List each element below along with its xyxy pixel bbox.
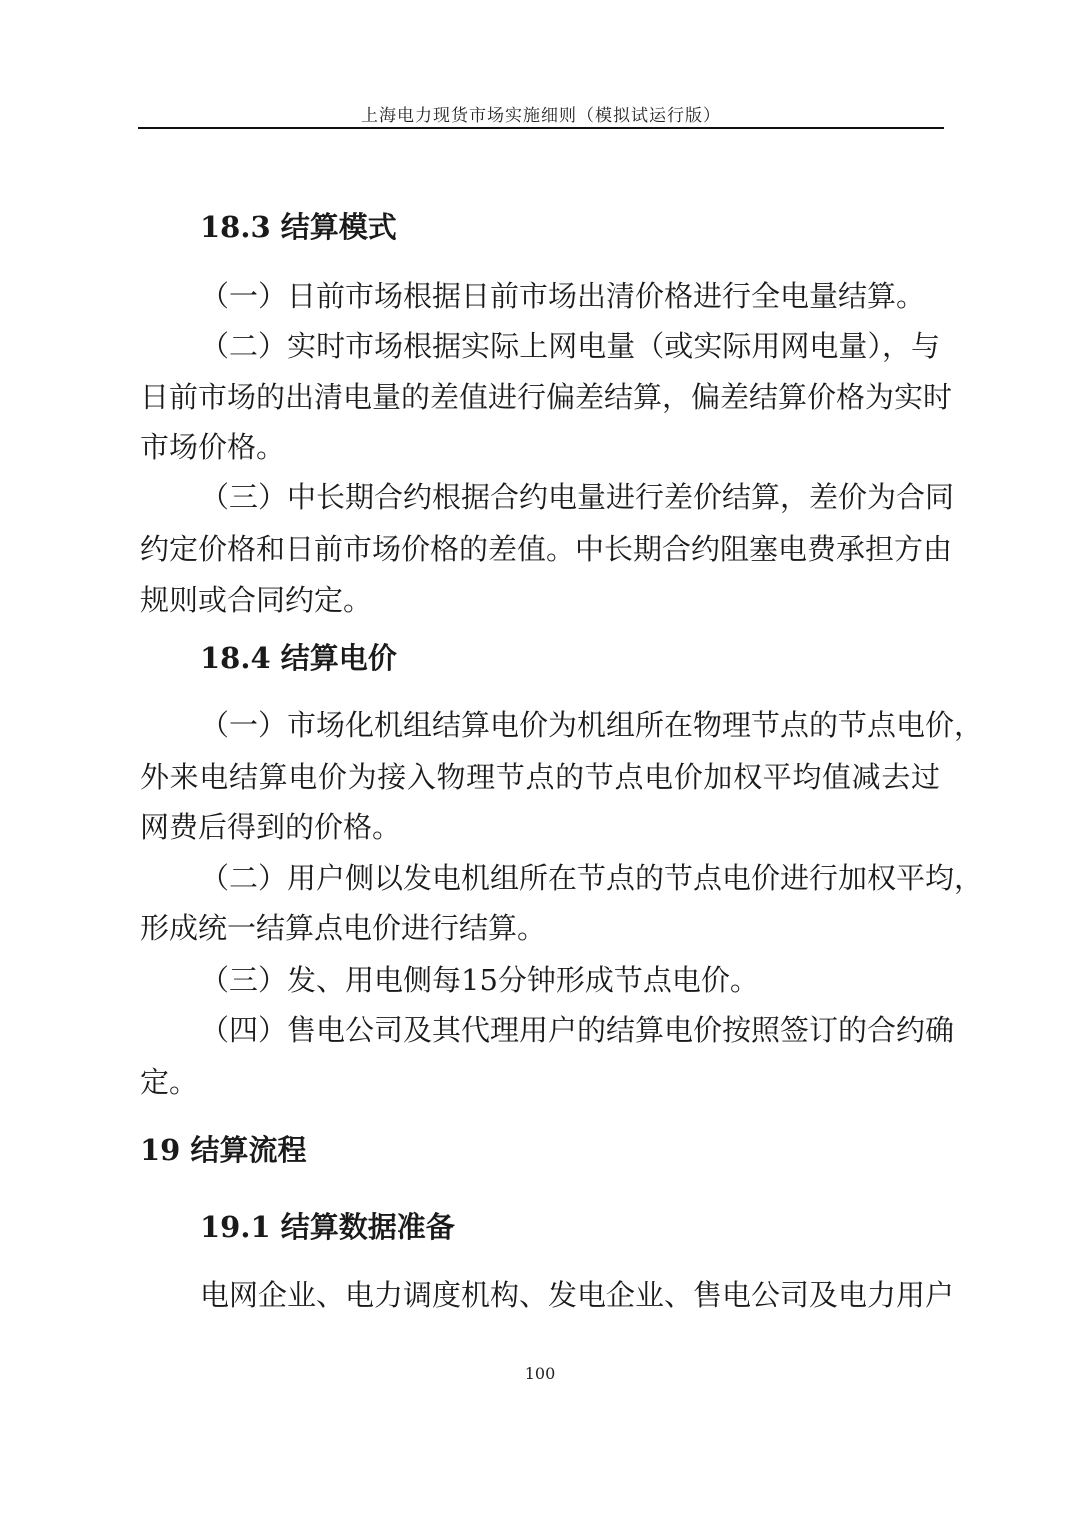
paragraph-line: 电网企业、电力调度机构、发电企业、售电公司及电力用户 [200,1278,955,1312]
paragraph-line: 定。 [140,1065,199,1099]
paragraph-line: （三）中长期合约根据合约电量进行差价结算，差价为合同 [200,480,955,514]
paragraph-line: （二）用户侧以发电机组所在节点的节点电价进行加权平均， [200,861,984,895]
paragraph-line: 形成统一结算点电价进行结算。 [140,911,547,945]
running-header: 上海电力现货市场实施细则（模拟试运行版） [361,106,721,126]
section-heading-19-1: 19.1 结算数据准备 [200,1210,455,1244]
paragraph-line: （二）实时市场根据实际上网电量（或实际用网电量），与 [200,329,940,363]
paragraph-line: （三）发、用电侧每15分钟形成节点电价。 [200,963,759,997]
paragraph-line: 市场价格。 [140,430,286,464]
paragraph-line: 外来电结算电价为接入物理节点的节点电价加权平均值减去过 [140,760,940,794]
paragraph-line: 网费后得到的价格。 [140,810,402,844]
section-heading-18-3: 18.3 结算模式 [200,210,397,244]
paragraph-line: （一）日前市场根据日前市场出清价格进行全电量结算。 [200,279,926,313]
paragraph-line: 日前市场的出清电量的差值进行偏差结算，偏差结算价格为实时 [140,380,953,414]
paragraph-line: 约定价格和日前市场价格的差值。中长期合约阻塞电费承担方由 [140,532,953,566]
page-number: 100 [524,1364,556,1383]
section-heading-18-4: 18.4 结算电价 [200,641,397,675]
paragraph-line: （一）市场化机组结算电价为机组所在物理节点的节点电价， [200,708,984,742]
section-heading-19: 19 结算流程 [140,1133,307,1167]
header-rule [138,127,944,129]
paragraph-line: 规则或合同约定。 [140,583,373,617]
paragraph-line: （四）售电公司及其代理用户的结算电价按照签订的合约确 [200,1013,955,1047]
